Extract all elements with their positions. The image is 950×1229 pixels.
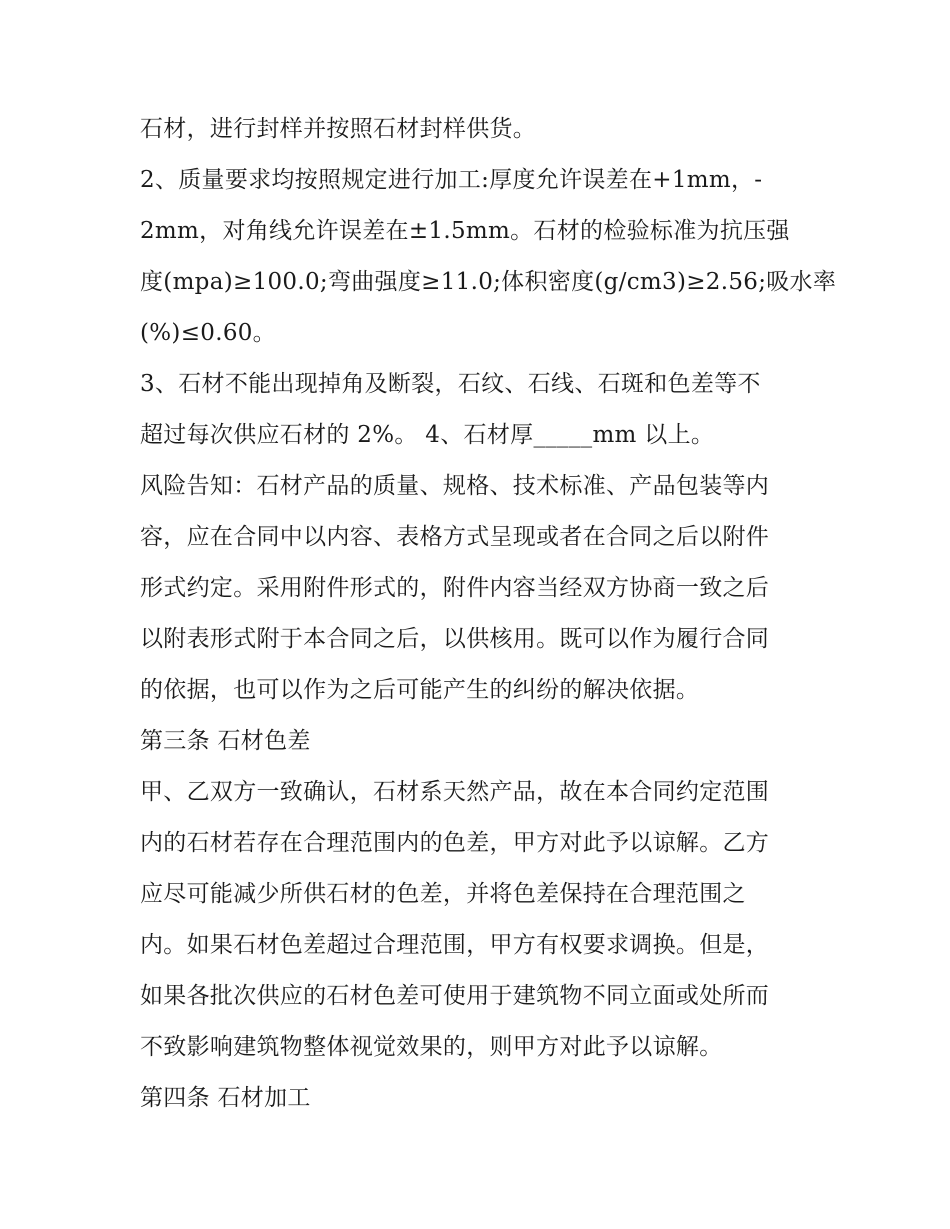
text-line: 3、石材不能出现掉角及断裂，石纹、石线、石斑和色差等不 bbox=[140, 371, 761, 397]
text-line: 石材，进行封样并按照石材封样供货。 bbox=[140, 116, 537, 142]
document-body bbox=[140, 104, 837, 1124]
text-line: 2mm，对角线允许误差在±1.5mm。石材的检验标准为抗压强 bbox=[140, 218, 790, 244]
text-line: 风险告知：石材产品的质量、规格、技术标准、产品包装等内 bbox=[140, 473, 770, 499]
text-line: 不致影响建筑物整体视觉效果的，则甲方对此予以谅解。 bbox=[140, 1034, 723, 1060]
section-heading: 第三条 石材色差 bbox=[140, 728, 311, 754]
text-line: 以附表形式附于本合同之后，以供核用。既可以作为履行合同 bbox=[140, 626, 770, 652]
section-heading: 第四条 石材加工 bbox=[140, 1085, 311, 1111]
text-line: 2、质量要求均按照规定进行加工:厚度允许误差在+1mm，- bbox=[140, 167, 763, 193]
text-line: 内的石材若存在合理范围内的色差，甲方对此予以谅解。乙方 bbox=[140, 830, 770, 856]
text-line: (%)≤0.60。 bbox=[140, 320, 276, 346]
text-line: 应尽可能减少所供石材的色差，并将色差保持在合理范围之 bbox=[140, 881, 746, 907]
text-line: 形式约定。采用附件形式的，附件内容当经双方协商一致之后 bbox=[140, 575, 770, 601]
text-line: 甲、乙双方一致确认，石材系天然产品，故在本合同约定范围 bbox=[140, 779, 770, 805]
text-line: 的依据，也可以作为之后可能产生的纠纷的解决依据。 bbox=[140, 677, 700, 703]
text-line: 如果各批次供应的石材色差可使用于建筑物不同立面或处所而 bbox=[140, 983, 770, 1009]
text-line: 超过每次供应石材的 2%。 4、石材厚_____mm 以上。 bbox=[140, 422, 715, 448]
text-line: 度(mpa)≥100.0;弯曲强度≥11.0;体积密度(g/cm3)≥2.56;吸水率 bbox=[140, 269, 837, 295]
text-line: 内。如果石材色差超过合理范围，甲方有权要求调换。但是， bbox=[140, 932, 770, 958]
text-line: 容，应在合同中以内容、表格方式呈现或者在合同之后以附件 bbox=[140, 524, 770, 550]
